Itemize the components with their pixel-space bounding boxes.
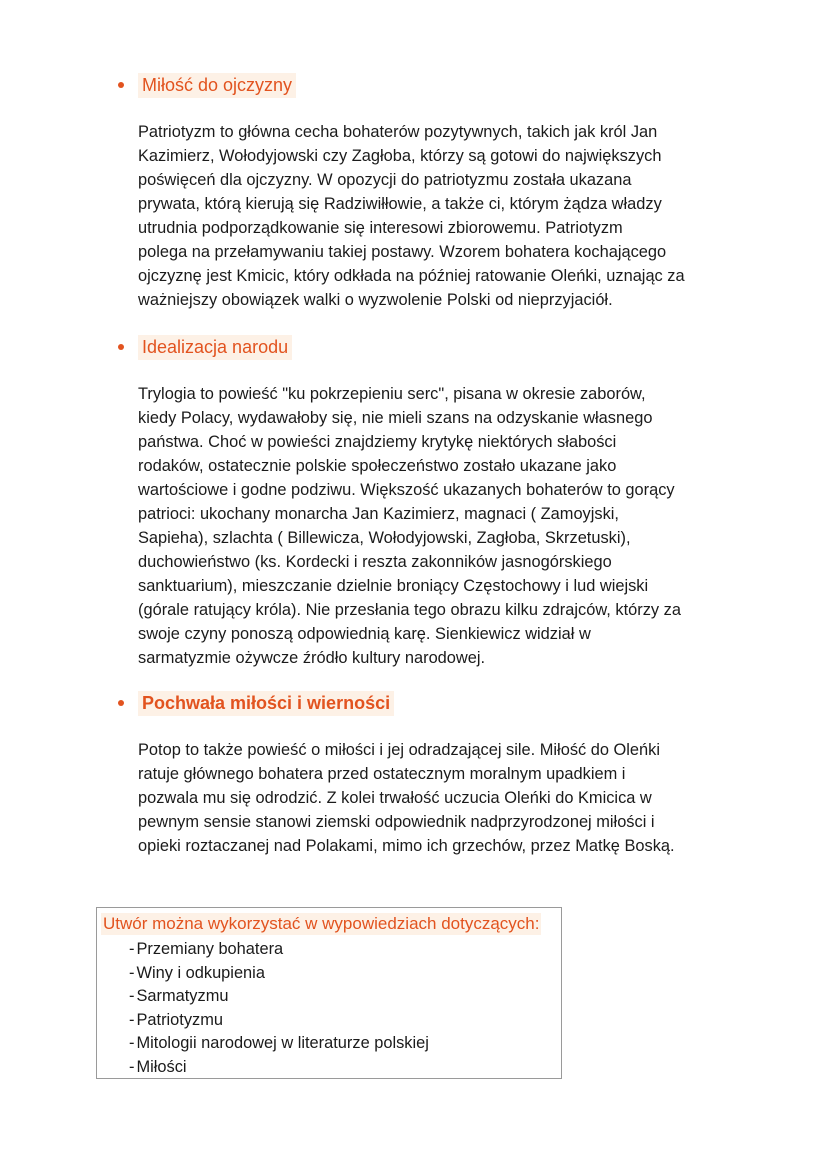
text-line: ojczyznę jest Kmicic, który odkłada na później ratowanie Oleńki, uznając za xyxy=(138,267,685,285)
paragraph-nation xyxy=(138,382,738,670)
text-line: polega na przełamywaniu takiej postawy. Wzorem bohatera kochającego xyxy=(138,243,667,261)
list-item xyxy=(129,962,429,986)
bullet-icon xyxy=(118,344,124,350)
list-item-text: Sarmatyzmu xyxy=(136,987,229,1006)
list-item xyxy=(129,1009,429,1033)
dash: - xyxy=(129,963,135,982)
section-heading-nation xyxy=(118,334,292,360)
text-line: (górale ratujący króla). Nie przesłania tego obrazu kilku zdrajców, którzy za xyxy=(138,601,681,619)
paragraph-patriotism xyxy=(138,120,738,312)
dash: - xyxy=(129,1034,135,1053)
text-line: Potop to także powieść o miłości i jej odradzającej sile. Miłość do Oleńki xyxy=(138,741,661,759)
text-line: pozwala mu się odrodzić. Z kolei trwałość uczucia Oleńki do Kmicica w xyxy=(138,789,652,807)
usage-box xyxy=(96,907,562,1079)
text-line: patrioci: ukochany monarcha Jan Kazimierz, magnaci ( Zamoyjski, xyxy=(138,505,619,523)
text-line: pewnym sensie stanowi ziemski odpowiednik nadprzyrodzonej miłości i xyxy=(138,813,655,831)
text-line: kiedy Polacy, wydawałoby się, nie mieli szans na odzyskanie własnego xyxy=(138,409,653,427)
heading-text: Pochwała miłości i wierności xyxy=(138,691,394,716)
list-item xyxy=(129,938,429,962)
dash: - xyxy=(129,1010,135,1029)
text-line: Patriotyzm to główna cecha bohaterów pozytywnych, takich jak król Jan xyxy=(138,123,658,141)
list-item xyxy=(129,985,429,1009)
text-line: Kazimierz, Wołodyjowski czy Zagłoba, którzy są gotowi do największych xyxy=(138,147,662,165)
text-line: opieki roztaczanej nad Polakami, mimo ich grzechów, przez Matkę Boską. xyxy=(138,837,675,855)
list-item-text: Przemiany bohatera xyxy=(136,940,284,958)
dash: - xyxy=(129,987,135,1006)
list-item-text: Winy i odkupienia xyxy=(136,963,265,982)
text-line: rodaków, ostatecznie polskie społeczeństwo zostało ukazane jako xyxy=(138,457,617,475)
heading-text: Miłość do ojczyzny xyxy=(138,73,296,98)
text-line: Sapieha), szlachta ( Billewicza, Wołodyjowski, Zagłoba, Skrzetuski), xyxy=(138,529,631,547)
list-item xyxy=(129,1032,429,1056)
bullet-icon xyxy=(118,700,124,706)
heading-text: Idealizacja narodu xyxy=(138,335,292,360)
bullet-icon xyxy=(118,82,124,88)
text-line: ważniejszy obowiązek walki o wyzwolenie Polski od nieprzyjaciół. xyxy=(138,291,613,309)
section-heading-love xyxy=(118,690,394,716)
list-item-text: Miłości xyxy=(136,1057,187,1076)
list-item-text: Patriotyzmu xyxy=(136,1010,223,1029)
paragraph-love xyxy=(138,738,738,858)
text-line: duchowieństwo (ks. Kordecki i reszta zakonników jasnogórskiego xyxy=(138,553,612,571)
text-line: sarmatyzmie ożywcze źródło kultury narodowej. xyxy=(138,649,486,667)
text-line: prywata, którą kierują się Radziwiłłowie, a także ci, którym żądza władzy xyxy=(138,195,662,213)
text-line: swoje czyny ponoszą odpowiednią karę. Sienkiewicz widział w xyxy=(138,625,591,643)
text-line: poświęceń dla ojczyzny. W opozycji do patriotyzmu została ukazana xyxy=(138,171,632,189)
usage-list xyxy=(129,938,429,1080)
text-line: państwa. Choć w powieści znajdziemy krytykę niektórych słabości xyxy=(138,433,617,451)
text-line: Trylogia to powieść "ku pokrzepieniu serc", pisana w okresie zaborów, xyxy=(138,385,646,403)
text-line: utrudnia podporządkowanie się interesowi zbiorowemu. Patriotyzm xyxy=(138,219,623,237)
section-heading-patriotism xyxy=(118,72,296,98)
text-line: ratuje głównego bohatera przed ostatecznym moralnym upadkiem i xyxy=(138,765,626,783)
usage-title: Utwór można wykorzystać w wypowiedziach dotyczących: xyxy=(103,914,540,933)
list-item-text: Mitologii narodowej w literaturze polskiej xyxy=(136,1034,429,1053)
text-line: wartościowe i godne podziwu. Większość ukazanych bohaterów to gorący xyxy=(138,481,675,499)
text-line: sanktuarium), mieszczanie dzielnie broniący Częstochowy i lud wiejski xyxy=(138,577,649,595)
list-item xyxy=(129,1056,429,1080)
dash: - xyxy=(129,1057,135,1076)
dash: - xyxy=(129,940,135,958)
